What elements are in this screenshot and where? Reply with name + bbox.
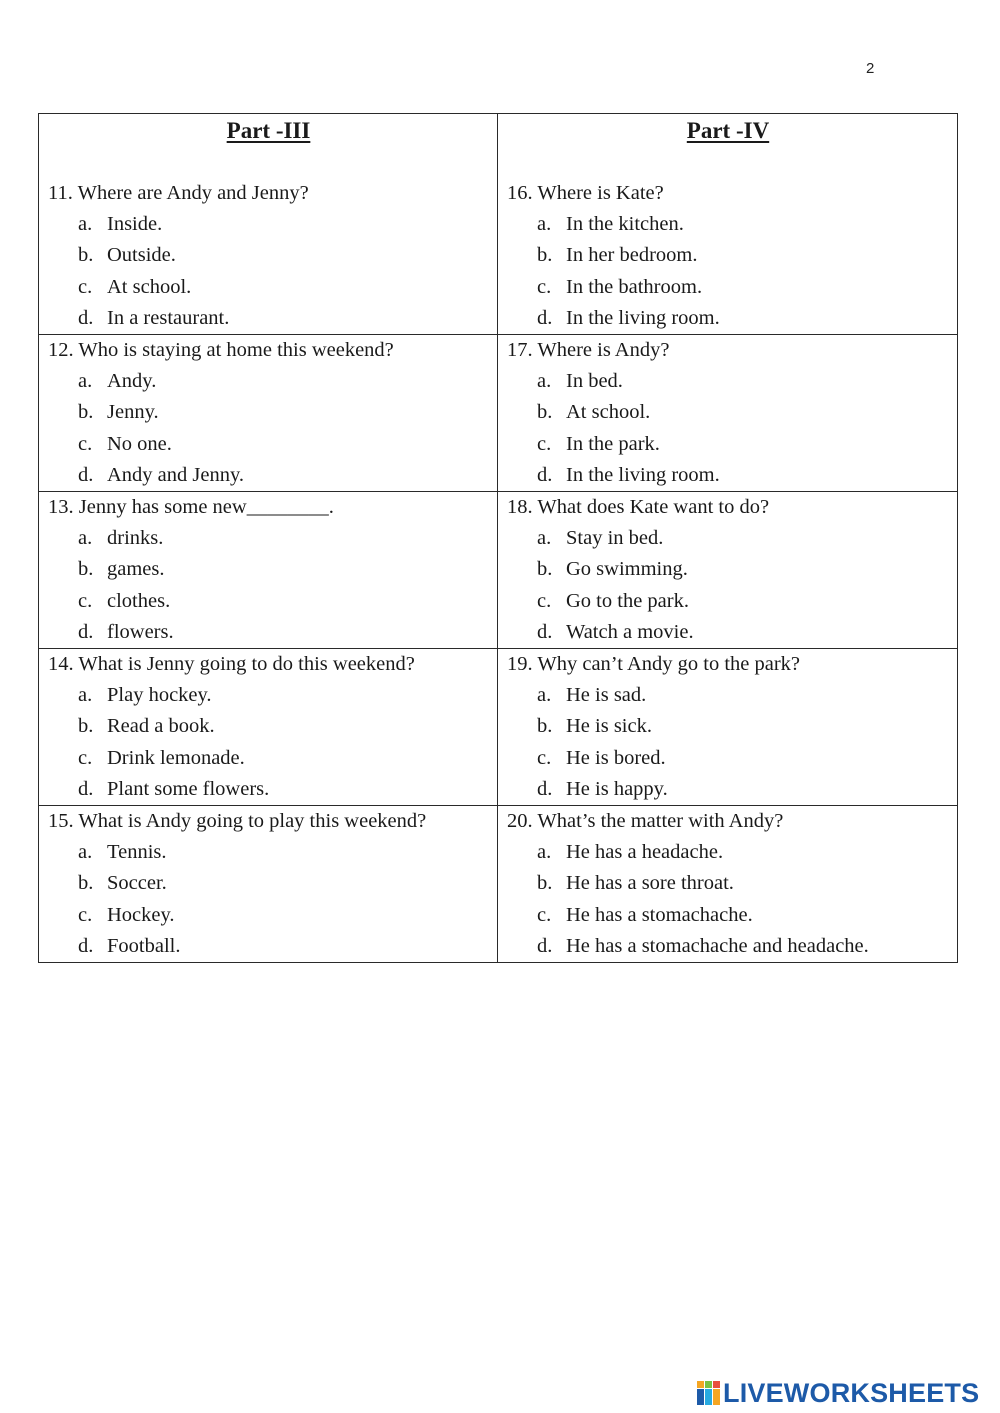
option-letter: c. [537, 275, 552, 298]
question-text: 15. What is Andy going to play this weekend? [48, 810, 427, 833]
answer-option[interactable] [507, 774, 949, 805]
answer-option[interactable] [48, 460, 489, 491]
option-letter: c. [78, 432, 93, 455]
question-text: 19. Why can’t Andy go to the park? [507, 653, 801, 676]
question-cell-right [498, 649, 958, 806]
answer-option[interactable] [48, 837, 489, 868]
option-text: In the park. [566, 432, 660, 455]
answer-options [48, 366, 489, 491]
option-letter: a. [537, 684, 552, 707]
answer-option[interactable] [507, 272, 949, 303]
option-letter: b. [537, 558, 553, 581]
option-letter: d. [537, 620, 553, 643]
option-letter: a. [537, 841, 552, 864]
option-letter: b. [78, 401, 94, 424]
option-letter: c. [537, 589, 552, 612]
option-letter: b. [78, 558, 94, 581]
answer-options [48, 837, 489, 962]
option-text: Andy and Jenny. [107, 463, 245, 486]
answer-option[interactable] [507, 900, 949, 931]
question-cell-right [498, 178, 958, 335]
option-text: In the kitchen. [566, 213, 684, 236]
answer-option[interactable] [48, 272, 489, 303]
option-text: Jenny. [107, 401, 159, 424]
question-cell-left [39, 806, 498, 963]
option-text: In the living room. [566, 306, 720, 329]
option-text: He is sick. [566, 715, 652, 738]
option-letter: c. [537, 746, 552, 769]
quiz-table [38, 113, 958, 963]
option-text: He has a sore throat. [566, 872, 734, 895]
option-letter: a. [78, 527, 93, 550]
answer-option[interactable] [48, 711, 489, 742]
answer-option[interactable] [48, 209, 489, 240]
answer-options [48, 680, 489, 805]
page-number: 2 [866, 60, 875, 77]
question-text: 18. What does Kate want to do? [507, 496, 770, 519]
question-text: 16. Where is Kate? [507, 182, 664, 204]
answer-option[interactable] [48, 303, 489, 334]
option-text: He has a stomachache and headache. [566, 934, 869, 957]
answer-options [507, 366, 949, 491]
liveworksheets-logo-text: LIVEWORKSHEETS [723, 1377, 980, 1408]
answer-option[interactable] [507, 868, 949, 899]
question-text: 11. Where are Andy and Jenny? [48, 182, 309, 204]
part-iii-title: Part -III [226, 118, 311, 143]
answer-option[interactable] [507, 837, 949, 868]
question-cell-left [39, 335, 498, 492]
option-letter: c. [537, 432, 552, 455]
answer-option[interactable] [507, 680, 949, 711]
answer-option[interactable] [48, 523, 489, 554]
option-text: Read a book. [107, 715, 215, 738]
question-row [39, 335, 958, 492]
option-letter: b. [78, 872, 94, 895]
option-letter: c. [78, 589, 93, 612]
option-text: He has a headache. [566, 841, 724, 864]
answer-option[interactable] [507, 554, 949, 585]
answer-option[interactable] [507, 429, 949, 460]
answer-option[interactable] [48, 868, 489, 899]
answer-option[interactable] [48, 397, 489, 428]
answer-option[interactable] [48, 586, 489, 617]
option-text: In her bedroom. [566, 244, 698, 267]
option-text: In bed. [566, 370, 623, 393]
option-letter: c. [78, 746, 93, 769]
question-text: 14. What is Jenny going to do this weekend? [48, 653, 415, 676]
option-text: flowers. [107, 620, 174, 643]
answer-option[interactable] [507, 209, 949, 240]
option-text: Watch a movie. [566, 620, 694, 643]
question-cell-left [39, 492, 498, 649]
question-cell-right [498, 335, 958, 492]
question-cell-left [39, 178, 498, 335]
answer-option[interactable] [48, 931, 489, 962]
option-text: Inside. [107, 213, 163, 236]
option-text: At school. [107, 275, 192, 298]
option-letter: b. [537, 401, 553, 424]
answer-option[interactable] [507, 523, 949, 554]
option-text: Hockey. [107, 903, 175, 926]
option-letter: b. [537, 872, 553, 895]
liveworksheets-logo [697, 1378, 979, 1408]
answer-option[interactable] [507, 240, 949, 271]
option-letter: c. [78, 903, 93, 926]
answer-option[interactable] [48, 680, 489, 711]
option-text: Soccer. [107, 872, 167, 895]
question-row [39, 649, 958, 806]
option-letter: c. [537, 903, 552, 926]
answer-options [507, 680, 949, 805]
answer-options [48, 209, 489, 334]
option-letter: d. [78, 777, 94, 800]
header-row [39, 114, 958, 179]
answer-option[interactable] [48, 900, 489, 931]
option-text: Football. [107, 934, 181, 957]
answer-option[interactable] [48, 429, 489, 460]
question-text: 20. What’s the matter with Andy? [507, 810, 784, 833]
answer-options [507, 837, 949, 962]
option-text: Play hockey. [107, 684, 212, 707]
option-text: Stay in bed. [566, 527, 664, 550]
answer-option[interactable] [507, 586, 949, 617]
answer-option[interactable] [507, 460, 949, 491]
option-text: In the living room. [566, 463, 720, 486]
option-letter: a. [537, 370, 552, 393]
liveworksheets-logo-icon [697, 1381, 721, 1405]
question-row [39, 178, 958, 335]
answer-option[interactable] [48, 366, 489, 397]
option-text: In a restaurant. [107, 306, 230, 329]
option-letter: d. [78, 463, 94, 486]
option-text: Outside. [107, 244, 176, 267]
answer-option[interactable] [48, 240, 489, 271]
option-letter: a. [78, 213, 93, 236]
option-text: He is bored. [566, 746, 666, 769]
part-iv-title: Part -IV [686, 118, 770, 143]
option-text: In the bathroom. [566, 275, 703, 298]
answer-option[interactable] [507, 303, 949, 334]
option-letter: d. [537, 306, 553, 329]
answer-option[interactable] [507, 711, 949, 742]
part-iv-header [498, 114, 958, 179]
answer-option[interactable] [48, 774, 489, 805]
answer-option[interactable] [48, 554, 489, 585]
answer-option[interactable] [48, 743, 489, 774]
question-cell-right [498, 492, 958, 649]
option-text: games. [107, 558, 165, 581]
option-letter: d. [78, 306, 94, 329]
question-row [39, 492, 958, 649]
answer-options [507, 523, 949, 648]
question-text: 13. Jenny has some new________. [48, 496, 334, 519]
option-letter: d. [78, 934, 94, 957]
question-text: 17. Where is Andy? [507, 339, 670, 362]
option-letter: d. [537, 934, 553, 957]
answer-options [507, 209, 949, 334]
option-letter: a. [537, 213, 552, 236]
answer-option[interactable] [507, 931, 949, 962]
answer-options [48, 523, 489, 648]
option-letter: a. [78, 841, 93, 864]
option-letter: b. [78, 715, 94, 738]
answer-option[interactable] [48, 617, 489, 648]
answer-option[interactable] [507, 397, 949, 428]
question-cell-left [39, 649, 498, 806]
option-letter: d. [537, 463, 553, 486]
option-text: drinks. [107, 527, 164, 550]
option-text: At school. [566, 401, 651, 424]
option-text: No one. [107, 432, 172, 455]
answer-option[interactable] [507, 743, 949, 774]
option-letter: c. [78, 275, 93, 298]
option-text: Andy. [107, 370, 157, 393]
question-text: 12. Who is staying at home this weekend? [48, 339, 394, 362]
option-letter: a. [537, 527, 552, 550]
option-letter: d. [78, 620, 94, 643]
option-letter: b. [537, 715, 553, 738]
question-cell-right [498, 806, 958, 963]
option-text: Go to the park. [566, 589, 689, 612]
option-text: He has a stomachache. [566, 903, 753, 926]
option-letter: a. [78, 370, 93, 393]
option-text: Go swimming. [566, 558, 688, 581]
answer-option[interactable] [507, 617, 949, 648]
answer-option[interactable] [507, 366, 949, 397]
option-letter: b. [537, 244, 553, 267]
question-row [39, 806, 958, 963]
option-text: He is happy. [566, 777, 668, 800]
option-letter: a. [78, 684, 93, 707]
option-text: Plant some flowers. [107, 777, 270, 800]
option-text: clothes. [107, 589, 171, 612]
option-text: He is sad. [566, 684, 647, 707]
option-text: Drink lemonade. [107, 746, 245, 769]
option-letter: b. [78, 244, 94, 267]
option-letter: d. [537, 777, 553, 800]
part-iii-header [39, 114, 498, 179]
option-text: Tennis. [107, 841, 167, 864]
